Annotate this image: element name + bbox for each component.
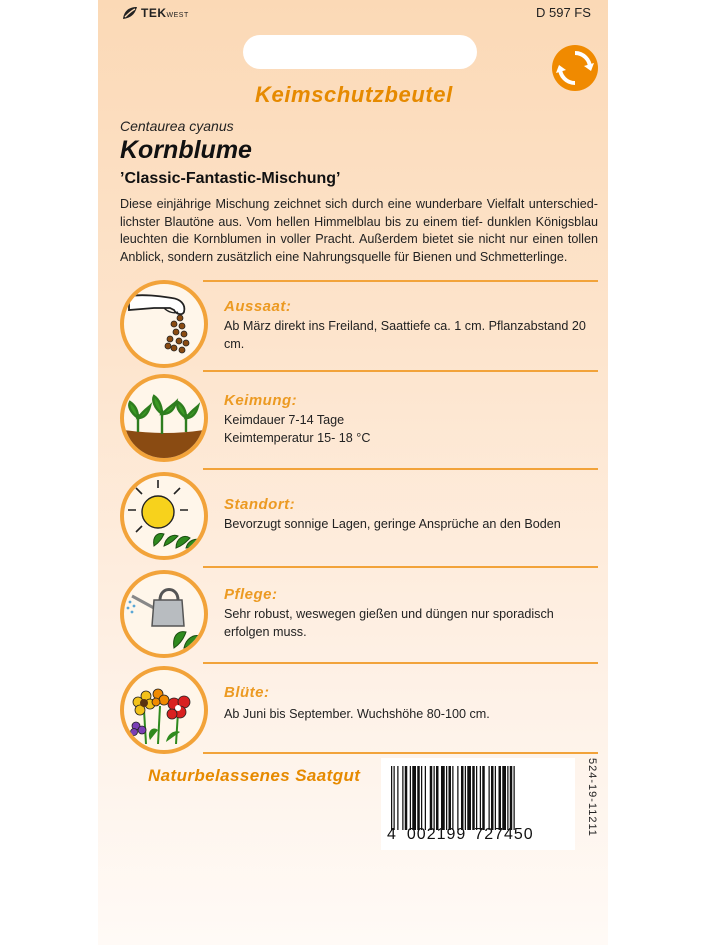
latin-name: Centaurea cyanus — [120, 118, 234, 134]
barcode — [381, 758, 575, 850]
section-title-location: Standort: — [224, 496, 296, 513]
divider — [203, 662, 598, 664]
barcode-bar — [449, 766, 452, 830]
brand-logo — [122, 6, 189, 20]
sun-icon — [120, 472, 208, 560]
seedlings-icon — [120, 374, 208, 462]
barcode-bar — [457, 766, 458, 830]
leaf-logo-icon — [122, 6, 138, 20]
barcode-bar — [425, 766, 426, 830]
divider — [203, 752, 598, 754]
barcode-bar — [467, 766, 471, 830]
barcode-digits-right: 727450 — [474, 826, 534, 843]
barcode-bar — [434, 766, 435, 830]
barcode-bar — [436, 766, 439, 830]
barcode-bars — [389, 766, 565, 830]
barcode-bar — [499, 766, 502, 830]
barcode-bar — [480, 766, 481, 830]
barcode-bar — [410, 766, 411, 830]
barcode-bar — [417, 766, 420, 830]
section-body-bloom: Ab Juni bis September. Wuchshöhe 80-100 cm. — [224, 707, 490, 721]
divider — [203, 468, 598, 470]
barcode-bar — [491, 766, 494, 830]
barcode-digit-first: 4 — [387, 826, 397, 843]
flowers-icon — [120, 666, 208, 754]
barcode-bar — [476, 766, 477, 830]
section-title-care: Pflege: — [224, 586, 278, 603]
product-code: D 597 FS — [536, 5, 591, 20]
barcode-bar — [421, 766, 422, 830]
plant-name: Kornblume — [120, 136, 252, 164]
packet-window — [243, 35, 477, 69]
barcode-bar — [489, 766, 490, 830]
watering-can-icon — [120, 570, 208, 658]
barcode-bar — [472, 766, 475, 830]
barcode-bar — [430, 766, 433, 830]
barcode-bar — [441, 766, 445, 830]
section-body-sowing: Ab März direkt ins Freiland, Saattiefe ca. 1 cm. Pflanzabstand 20 cm. — [224, 319, 586, 351]
barcode-bar — [510, 766, 513, 830]
section-body-germination: Keimdauer 7-14 Tage Keimtemperatur 15- 18 °C — [224, 413, 371, 445]
barcode-bar — [502, 766, 506, 830]
recycle-icon — [551, 44, 599, 92]
barcode-bar — [394, 766, 395, 830]
barcode-bar — [507, 766, 508, 830]
barcode-bar — [495, 766, 496, 830]
natural-seed-label: Naturbelassenes Saatgut — [148, 766, 361, 785]
barcode-bar — [446, 766, 447, 830]
section-title-germination: Keimung: — [224, 392, 298, 409]
barcode-bar — [412, 766, 416, 830]
barcode-bar — [452, 766, 453, 830]
barcode-bar — [391, 766, 392, 830]
barcode-bar — [461, 766, 464, 830]
brand-name: TEK — [141, 6, 167, 20]
divider — [203, 370, 598, 372]
variety-name: ’Classic-Fantastic-Mischung’ — [120, 170, 341, 187]
barcode-bar — [465, 766, 466, 830]
section-body-care: Sehr robust, weswegen gießen und düngen nur sporadisch erfolgen muss. — [224, 607, 554, 639]
germ-protection-label: Keimschutzbeutel — [255, 82, 453, 107]
barcode-bar — [397, 766, 398, 830]
section-body-location: Bevorzugt sonnige Lagen, geringe Ansprüche an den Boden — [224, 517, 561, 531]
brand-sub: WEST — [166, 12, 189, 19]
lot-number-text: 524-19-11211 — [586, 758, 598, 837]
divider — [203, 566, 598, 568]
barcode-digits-left: 002199 — [406, 826, 467, 843]
barcode-bar — [482, 766, 485, 830]
lot-number — [582, 758, 602, 858]
section-title-sowing: Aussaat: — [224, 298, 292, 315]
sowing-hand-icon — [120, 280, 208, 368]
barcode-bar — [514, 766, 515, 830]
divider — [203, 280, 598, 282]
description: Diese einjährige Mischung zeichnet sich durch eine wunderbare Vielfalt unterschied-lichster Blautöne aus. Vom hellen Himmelblau bis zu einem tief- dunklen Königsblau leuchten die Kornblumen in voller Pracht. Außerdem bietet sie nicht nur einen tollen Anblick, sondern zusätzlich eine Nahrungsquelle für Bienen und Schmetterlinge. — [120, 197, 598, 264]
section-title-bloom: Blüte: — [224, 684, 270, 701]
barcode-digits — [387, 826, 571, 844]
barcode-bar — [402, 766, 403, 830]
barcode-bar — [405, 766, 408, 830]
